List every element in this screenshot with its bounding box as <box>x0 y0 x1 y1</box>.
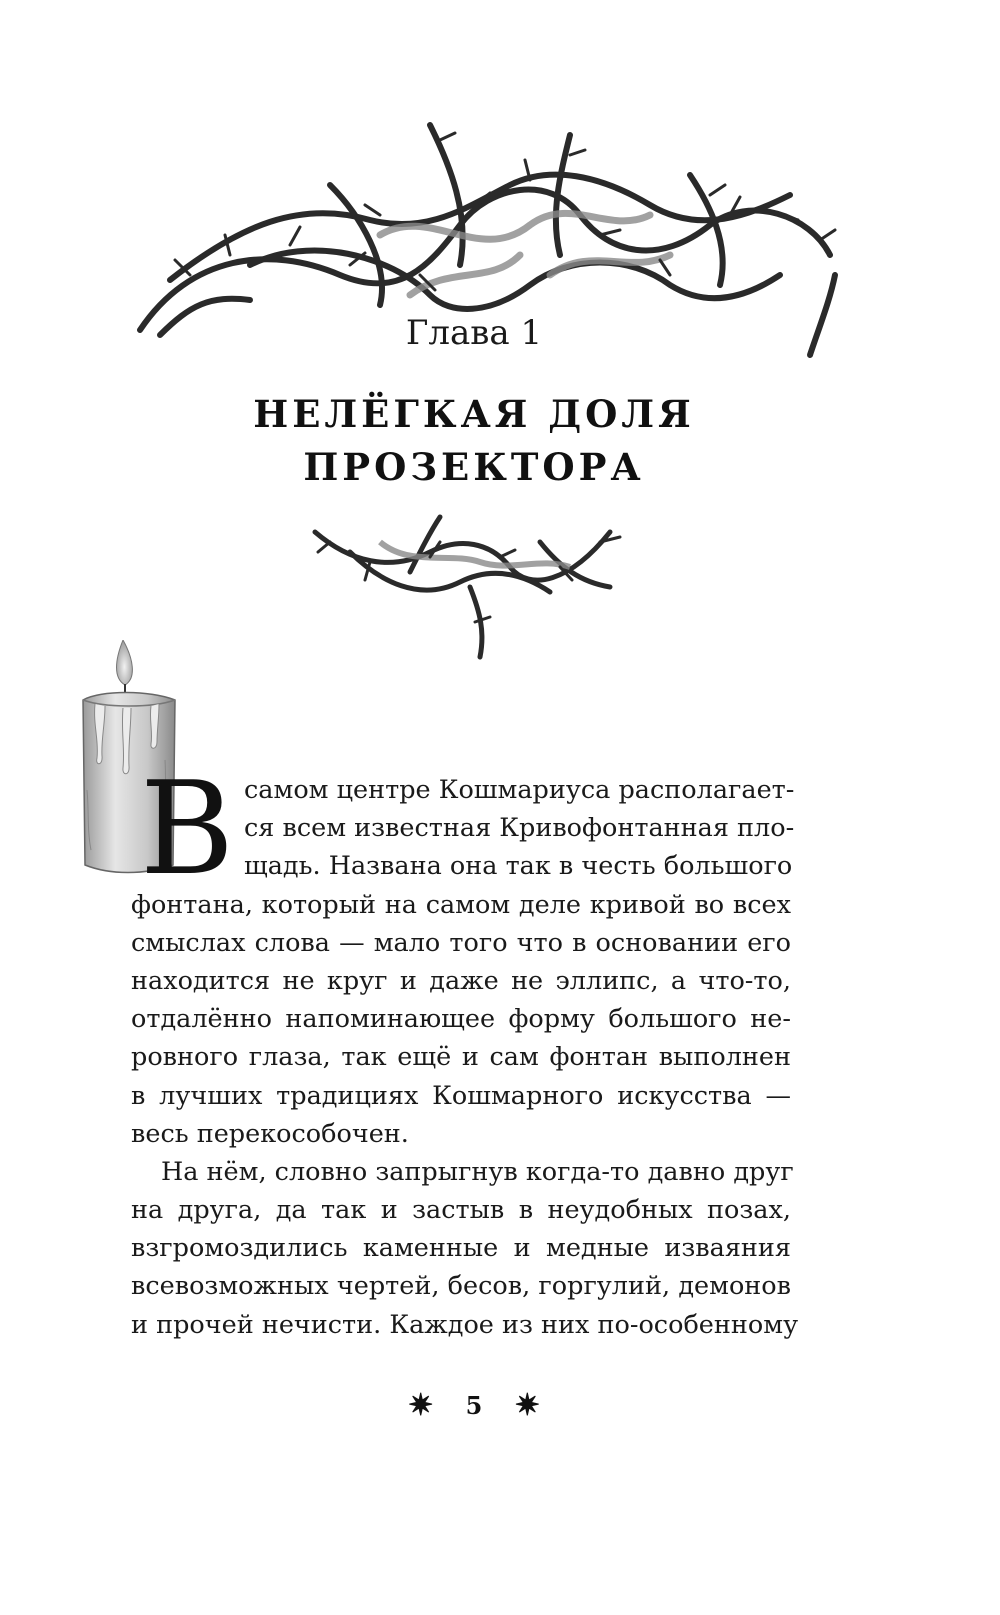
text-line: отдалённо напоминающее форму большого не- <box>131 1004 791 1035</box>
text-line: и прочей нечисти. Каждое из них по-особенному <box>131 1309 799 1340</box>
thorns-ornament-bottom <box>310 512 640 662</box>
body-text <box>131 771 799 1344</box>
text-line: находится не круг и даже не эллипс, а что-то, <box>131 965 791 996</box>
chapter-label: Глава 1 <box>405 313 543 353</box>
text-line: в лучших традициях Кошмарного искусства — <box>131 1080 791 1111</box>
star-ornament-left-icon: ✷ <box>408 1388 434 1423</box>
star-ornament-right-icon: ✷ <box>514 1388 540 1423</box>
page-number: 5 <box>465 1391 483 1420</box>
text-line: щадь. Названа она так в честь большого <box>244 851 793 882</box>
text-line: на друга, да так и застыв в неудобных позах, <box>131 1195 791 1226</box>
text-line: весь перекособочен. <box>131 1118 409 1149</box>
chapter-title-line-1: НЕЛЁГКАЯ ДОЛЯ <box>253 392 695 436</box>
chapter-title-line-2: ПРОЗЕКТОРА <box>303 445 645 489</box>
text-line: На нём, словно запрыгнув когда-то давно друг <box>161 1156 794 1187</box>
text-line: самом центре Кошмариуса располагает- <box>244 775 795 805</box>
text-line: взгромоздились каменные и медные изваяния <box>131 1233 791 1264</box>
chapter-title <box>0 388 948 494</box>
page-footer <box>0 1388 948 1423</box>
drop-cap: В <box>140 755 235 904</box>
text-line: фонтана, который на самом деле кривой во всех <box>131 889 791 920</box>
text-line: ровного глаза, так ещё и сам фонтан выполнен <box>131 1042 791 1073</box>
text-line: всевозможных чертей, бесов, горгулий, демонов <box>131 1271 791 1302</box>
text-line: ся всем известная Кривофонтанная пло- <box>244 813 795 844</box>
text-line: смыслах слова — мало того что в основании его <box>131 927 791 958</box>
